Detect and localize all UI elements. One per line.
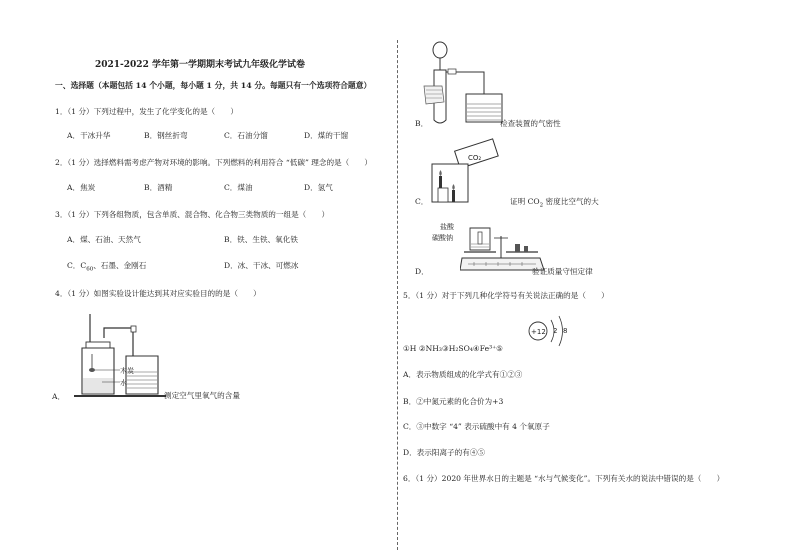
q3-option-c [67, 260, 146, 273]
q3-option-b: B．铁、生铁、氧化铁 [224, 235, 298, 244]
q5-symbols: ①H ②NH₃③H₂SO₄④Fe³⁺⑤ [403, 344, 503, 353]
q3-c-text: C．C [67, 261, 87, 270]
q5-atom-structure-diagram [526, 314, 576, 354]
q4-d-caption: 验证质量守恒定律 [532, 267, 593, 276]
q2-option-a: A．焦炭 [67, 183, 96, 192]
q4-c-gas-label: CO₂ [468, 154, 482, 162]
q4-d-tag-hcl: 盐酸 [440, 223, 454, 231]
q5-option-b: B．②中氮元素的化合价为+3 [403, 397, 504, 406]
q3-c-text-rest: 、石墨、金刚石 [93, 261, 147, 270]
q5-option-a: A．表示物质组成的化学式有①②③ [403, 370, 523, 379]
q3-option-a: A．煤、石油、天然气 [67, 235, 141, 244]
column-divider [397, 40, 398, 550]
q4-c-caption [510, 196, 599, 209]
q3-option-d: D．冰、干冰、可燃冰 [224, 261, 299, 270]
q4-c-apparatus [424, 138, 504, 204]
q1-option-b: B．钢丝折弯 [144, 131, 188, 140]
q2-option-d: D．氢气 [304, 183, 333, 192]
q4-a-tag-water: 水 [120, 379, 127, 387]
q4-c-caption-text-rest: 密度比空气的大 [543, 197, 599, 206]
q4-d-tag-na2co3: 碳酸钠 [432, 234, 453, 242]
q5-shell-2-electrons: 8 [563, 327, 568, 335]
q1-option-a: A．干冰升华 [67, 131, 111, 140]
q2-option-b: B．酒精 [144, 183, 173, 192]
q4-c-label: C． [415, 197, 429, 206]
q5-stem: 5．（1 分）对于下列几种化学符号有关说法正确的是（ ） [403, 291, 609, 300]
q4-d-label: D． [415, 267, 429, 276]
q4-c-caption-subscript: 2 [539, 202, 544, 209]
exam-title: 2021-2022 学年第一学期期末考试九年级化学试卷 [95, 60, 305, 70]
q4-b-label: B． [415, 119, 429, 128]
q6-stem: 6．（1 分）2020 年世界水日的主题是 “水与气候变化”。下列有关水的说法中错误的是（ ） [403, 474, 725, 483]
q1-stem: 1．（1 分）下列过程中，发生了化学变化的是（ ） [55, 107, 238, 116]
q5-option-c: C．③中数字 “4” 表示硫酸中有 4 个氧原子 [403, 422, 550, 431]
q4-stem: 4．（1 分）如图实验设计能达到其对应实验目的的是（ ） [55, 289, 261, 298]
q5-option-d: D．表示阳离子的有④⑤ [403, 448, 486, 457]
q4-a-caption: 测定空气里氧气的含量 [164, 391, 240, 400]
q1-option-c: C．石油分馏 [224, 131, 268, 140]
q5-shell-1-electrons: 2 [553, 327, 558, 335]
q4-a-label: A． [52, 392, 66, 401]
q2-stem: 2．（1 分）选择燃料需考虑产物对环境的影响。下列燃料的利用符合 “低碳” 理念的是（ ） [55, 158, 373, 167]
q3-c-subscript: 60 [86, 266, 94, 273]
section-heading: 一、选择题（本题包括 14 个小题，每小题 1 分，共 14 分。每题只有一个选项符合题意） [55, 81, 372, 90]
q1-option-d: D．煤的干馏 [304, 131, 349, 140]
q4-b-caption: 检查装置的气密性 [500, 119, 561, 128]
q4-c-caption-text: 证明 CO [510, 197, 540, 206]
q3-stem: 3．（1 分）下列各组物质，包含单质、混合物、化合物三类物质的一组是（ ） [55, 210, 330, 219]
q5-nucleus-charge: +12 [531, 328, 546, 336]
q2-option-c: C．煤油 [224, 183, 253, 192]
q4-b-apparatus [420, 40, 520, 128]
q4-a-tag-charcoal: 木炭 [120, 367, 134, 375]
